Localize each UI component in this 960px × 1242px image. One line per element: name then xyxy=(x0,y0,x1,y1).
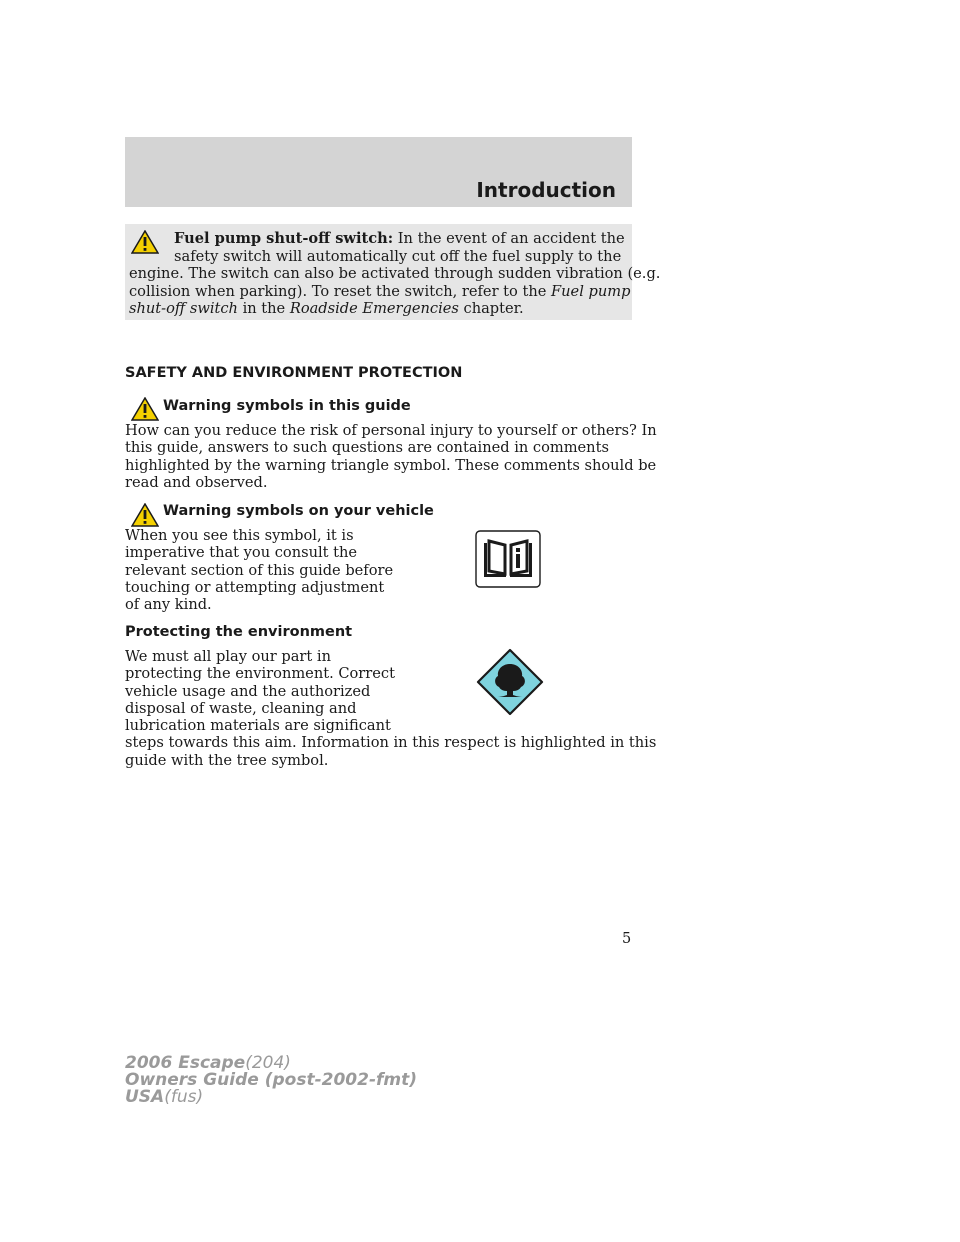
footer-line-2: Owners Guide (post-2002-fmt) xyxy=(125,1070,418,1090)
footer-model: 2006 Escape xyxy=(125,1053,246,1073)
note-reference: Fuel pump xyxy=(551,282,631,300)
note-line-3: engine. The switch can also be activated through sudden vibration (e.g. xyxy=(129,265,661,282)
paragraph-line: this guide, answers to such questions are contained in comments xyxy=(125,439,609,457)
paragraph-line: lubrication materials are significant xyxy=(125,717,391,735)
footer-market-code: (fus) xyxy=(164,1087,204,1107)
environment-paragraph xyxy=(125,648,656,769)
note-chapter-reference: Roadside Emergencies xyxy=(289,300,459,317)
paragraph-line: protecting the environment. Correct xyxy=(125,665,395,683)
paragraph-line: When you see this symbol, it is xyxy=(125,527,354,544)
paragraph-line: We must all play our part in xyxy=(125,648,331,665)
chapter-header-bar xyxy=(125,137,632,207)
note-text: in the xyxy=(242,300,286,317)
paragraph-line: highlighted by the warning triangle symbol. These comments should be xyxy=(125,456,657,474)
note-text: collision when parking). To reset the switch, refer to the xyxy=(129,282,547,300)
environment-heading: Protecting the environment xyxy=(125,624,353,640)
note-text: In the event of an accident the xyxy=(397,230,625,247)
paragraph-line: vehicle usage and the authorized xyxy=(125,682,371,700)
footer-code: (204) xyxy=(245,1053,291,1073)
owner-guide-book-icon xyxy=(475,530,541,588)
paragraph-line: relevant section of this guide before xyxy=(125,561,394,579)
paragraph-line: steps towards this aim. Information in this respect is highlighted in this xyxy=(125,734,657,752)
warning-triangle-icon xyxy=(131,503,159,527)
section-title: SAFETY AND ENVIRONMENT PROTECTION xyxy=(125,365,463,381)
note-text: chapter. xyxy=(463,300,524,317)
paragraph-line: of any kind. xyxy=(125,596,212,614)
footer-market: USA xyxy=(125,1087,165,1107)
note-label: Fuel pump shut-off switch: xyxy=(174,230,394,247)
paragraph-line: guide with the tree symbol. xyxy=(125,751,329,769)
paragraph-line: read and observed. xyxy=(125,473,268,491)
note-line-1 xyxy=(174,230,625,248)
note-line-4 xyxy=(129,283,630,301)
page-number: 5 xyxy=(622,931,632,947)
document-footer xyxy=(125,1055,417,1106)
warning-triangle-icon xyxy=(131,230,159,254)
footer-line-3 xyxy=(125,1089,417,1106)
warning-guide-paragraph xyxy=(125,422,657,491)
chapter-title: Introduction xyxy=(476,178,616,202)
paragraph-line: touching or attempting adjustment xyxy=(125,578,385,596)
note-line-2: safety switch will automatically cut off the fuel supply to the xyxy=(174,247,622,265)
note-reference: shut-off switch xyxy=(129,300,238,317)
warning-triangle-icon xyxy=(131,397,159,421)
note-line-5 xyxy=(129,300,524,318)
warning-guide-heading: Warning symbols in this guide xyxy=(163,398,411,414)
tree-symbol-icon xyxy=(476,648,544,716)
fuel-pump-note-box xyxy=(125,224,661,320)
paragraph-line: How can you reduce the risk of personal injury to yourself or others? In xyxy=(125,422,657,439)
paragraph-line: imperative that you consult the xyxy=(125,544,358,562)
paragraph-line: disposal of waste, cleaning and xyxy=(125,699,357,717)
warning-vehicle-heading: Warning symbols on your vehicle xyxy=(163,503,434,519)
warning-vehicle-paragraph xyxy=(125,527,393,613)
